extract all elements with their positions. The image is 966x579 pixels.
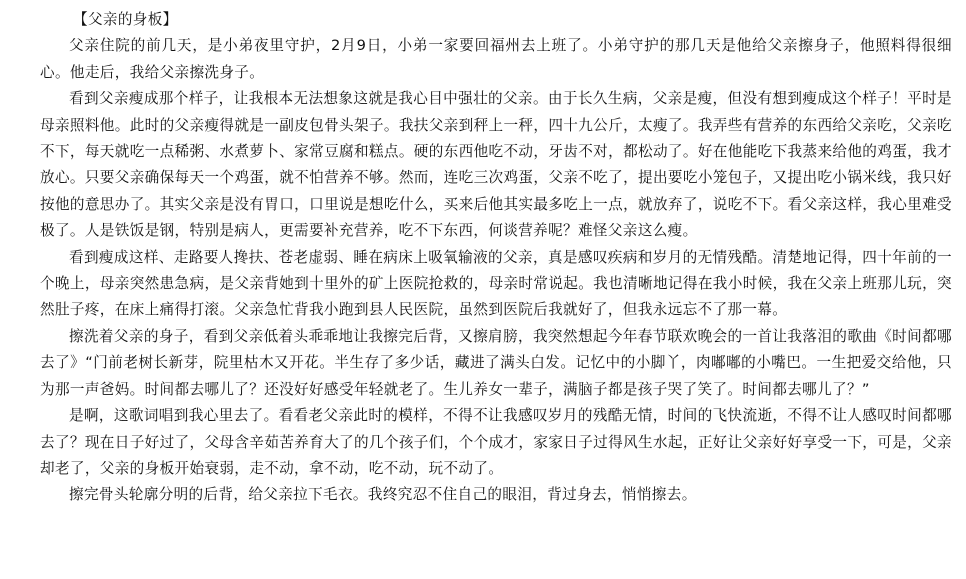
paragraph-4: 擦洗着父亲的身子，看到父亲低着头乖乖地让我擦完后背，又擦肩膀，我突然想起今年春节联欢晚会的一首让我落泪的歌曲《时间都哪去了》“门前老树长新芽，院里枯木又开花。半生存了多少话，藏进了满头白发。记忆中的小脚丫，肉嘟嘟的小嘴巴。一生把爱交给他，只为那一声爸妈。时间都去哪儿了？还没好好感受年轻就老了。生儿养女一辈子，满脑子都是孩子哭了笑了。时间都去哪儿了？”	[40, 327, 952, 398]
paragraph-2: 看到父亲瘦成那个样子，让我根本无法想象这就是我心目中强壮的父亲。由于长久生病，父亲是瘦，但没有想到瘦成这个样子！平时是母亲照料他。此时的父亲瘦得就是一副皮包骨头架子。我扶父亲到秤上一秤，四十九公斤，太瘦了。我弄些有营养的东西给父亲吃，父亲吃不下，每天就吃一点稀粥、水煮萝卜、家常豆腐和糕点。硬的东西他吃不动，牙齿不对，都松动了。好在他能吃下我蒸来给他的鸡蛋，我才放心。只要父亲确保每天一个鸡蛋，就不怕营养不够。然而，连吃三次鸡蛋，父亲不吃了，提出要吃小笼包子，又提出吃小锅米线，我只好按他的意思办了。其实父亲是没有胃口，口里说是想吃什么，买来后他其实最多吃上一点，就放弃了，说吃不下。看父亲这样，我心里难受极了。人是铁饭是钢，特别是病人，更需要补充营养，吃不下东西，何谈营养呢？难怪父亲这么瘦。	[40, 90, 952, 240]
paragraph-1: 父亲住院的前几天，是小弟夜里守护，2月9日，小弟一家要回福州去上班了。小弟守护的那几天是他给父亲擦身子，他照料得很细心。他走后，我给父亲擦洗身子。	[40, 37, 952, 81]
article-title: 【父亲的身板】	[73, 11, 178, 28]
paragraph-3: 看到瘦成这样、走路要人搀扶、苍老虚弱、睡在病床上吸氧输液的父亲，真是感叹疾病和岁月的无情残酷。清楚地记得，四十年前的一个晚上，母亲突然患急病，是父亲背她到十里外的矿上医院抢救的，母亲时常说起。我也清晰地记得在我小时候，我在父亲上班那儿玩，突然肚子疼，在床上痛得打滚。父亲急忙背我小跑到县人民医院，虽然到医院后我就好了，但我永远忘不了那一幕。	[40, 248, 952, 319]
paragraph-5: 是啊，这歌词唱到我心里去了。看看老父亲此时的模样，不得不让我感叹岁月的残酷无情，时间的飞快流逝，不得不让人感叹时间都哪去了？现在日子好过了，父母含辛茹苦养育大了的几个孩子们，个个成才，家家日子过得风生水起，正好让父亲好好享受一下，可是，父亲却老了，父亲的身板开始衰弱，走不动，拿不动，吃不动，玩不动了。	[40, 407, 952, 477]
paragraph-6: 擦完骨头轮廓分明的后背，给父亲拉下毛衣。我终究忍不住自己的眼泪，背过身去，悄悄擦去。	[69, 486, 697, 504]
